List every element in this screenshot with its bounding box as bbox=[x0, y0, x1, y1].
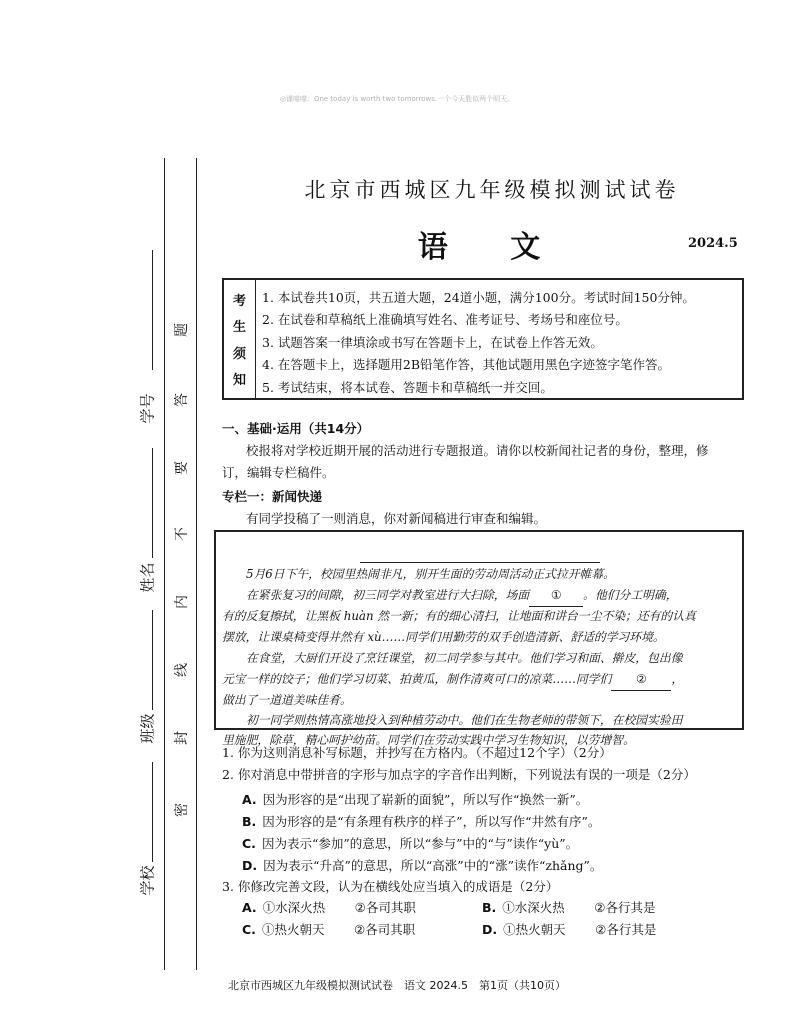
news-line: 做出了一道道美味佳肴。 bbox=[222, 693, 352, 707]
student-id-label: 学号 bbox=[138, 393, 157, 424]
binding-line-outer bbox=[164, 158, 165, 970]
news-title-blank bbox=[360, 562, 600, 563]
watermark: ◎谨喵喵：One today is worth two tomorrows.一个今天胜似两个明天。 bbox=[279, 95, 515, 103]
q3-option-b: B. ①水深火热 ②各行其是 bbox=[482, 900, 656, 915]
q3-option-d: D. ①热火朝天 ②各行其是 bbox=[482, 922, 657, 937]
page-footer: 北京市西城区九年级模拟测试试卷 语文 2024.5 第1页（共10页） bbox=[228, 979, 566, 992]
question-2: 2. 你对消息中带拼音的字形与加点字的字音作出判断，下列说法有误的一项是（2分） bbox=[222, 767, 696, 782]
q3-option-a: A. ①水深火热 ②各司其职 bbox=[242, 900, 416, 915]
seal-char: 题 bbox=[174, 323, 190, 337]
news-text: ， bbox=[671, 672, 684, 686]
news-text: 元宝一样的饺子；他们学习切菜、拍黄瓜，制作清爽可口的凉菜……同学们 bbox=[222, 672, 612, 686]
news-text: 在紧张复习的间隙，初三同学对教室进行大扫除，场面 bbox=[246, 588, 530, 602]
q2-option-c: C. 因为表示“参加”的意思，所以“参与”中的“与”读作“yù”。 bbox=[242, 836, 579, 851]
class-label: 班级 bbox=[138, 713, 157, 744]
seal-char: 答 bbox=[174, 393, 190, 407]
seal-char: 线 bbox=[174, 663, 190, 677]
name-label: 姓名 bbox=[138, 562, 157, 593]
seal-char: 不 bbox=[174, 527, 190, 541]
name-blank bbox=[152, 448, 153, 558]
news-line: 在食堂，大厨们开设了烹饪课堂，初二同学参与其中。他们学习和面、擀皮，包出像 bbox=[246, 651, 683, 665]
news-line: 初一同学则热情高涨地投入到种植劳动中。他们在生物老师的带领下，在校园实验田 bbox=[246, 713, 683, 727]
notice-item: 3. 试题答案一律填涂或书写在答题卡上，在试卷上作答无效。 bbox=[262, 334, 603, 350]
seal-char: 要 bbox=[174, 461, 190, 475]
notice-label-char: 须 bbox=[232, 346, 246, 362]
exam-date: 2024.5 bbox=[688, 236, 738, 251]
notice-list bbox=[256, 280, 742, 398]
q3-option-c: C. ①热火朝天 ②各司其职 bbox=[242, 922, 416, 937]
school-label: 学校 bbox=[138, 865, 157, 896]
notice-label-char: 知 bbox=[232, 373, 246, 389]
blank-1: ① bbox=[529, 585, 583, 607]
news-line: 5月6日下午，校园里热闹非凡，别开生面的劳动周活动正式拉开帷幕。 bbox=[246, 567, 615, 581]
exam-notice-box bbox=[222, 278, 744, 400]
exam-title: 北京市西城区九年级模拟测试试卷 bbox=[304, 178, 680, 202]
question-3: 3. 你修改完善文段，认为在横线处应当填入的成语是（2分） bbox=[222, 879, 559, 894]
news-line: 有的反复擦拭，让黑板 huàn 然一新；有的细心清扫，让地面和讲台一尘不染；还有的认真 bbox=[222, 609, 696, 623]
seal-char: 密 bbox=[174, 803, 190, 817]
binding-line-inner bbox=[196, 158, 197, 970]
news-line bbox=[222, 669, 738, 691]
column-heading: 专栏一：新闻快递 bbox=[222, 489, 323, 504]
notice-item: 2. 在试卷和草稿纸上准确填写姓名、准考证号、考场号和座位号。 bbox=[262, 312, 628, 328]
news-line: 里施肥，除草，精心呵护幼苗。同学们在劳动实践中学习生物知识，以劳增智。 bbox=[222, 733, 635, 747]
notice-item: 4. 在答题卡上，选择题用2B铅笔作答，其他试题用黑色字迹签字笔作答。 bbox=[262, 357, 671, 373]
seal-char: 内 bbox=[174, 595, 190, 609]
student-id-blank bbox=[152, 250, 153, 370]
column-intro: 有同学投稿了一则消息，你对新闻稿进行审查和编辑。 bbox=[246, 511, 547, 526]
blank-2: ② bbox=[611, 669, 671, 691]
section-heading: 一、基础·运用（共14分） bbox=[222, 421, 370, 436]
notice-label-char: 生 bbox=[232, 320, 246, 336]
notice-label-char: 考 bbox=[232, 293, 246, 309]
section-intro: 校报将对学校近期开展的活动进行专题报道。请你以校新闻社记者的身份，整理，修 bbox=[246, 443, 709, 458]
question-1: 1. 你为这则消息补写标题，并抄写在方格内。（不超过12个字）（2分） bbox=[222, 745, 612, 760]
notice-label bbox=[224, 280, 256, 398]
q2-option-d: D. 因为表示“升高”的意思，所以“高涨”中的“涨”读作“zhǎng”。 bbox=[242, 858, 603, 873]
news-draft-box bbox=[214, 530, 744, 747]
notice-item: 5. 考试结束，将本试卷、答题卡和草稿纸一并交回。 bbox=[262, 379, 553, 395]
notice-item: 1. 本试卷共10页，共五道大题，24道小题，满分100分。考试时间150分钟。 bbox=[262, 290, 695, 305]
news-line: 摆放，让课桌椅变得井然有 xù……同学们用勤劳的双手创造清新、舒适的学习环境。 bbox=[222, 630, 665, 644]
subject-title: 语 文 bbox=[417, 230, 567, 265]
news-text: 。他们分工明确， bbox=[583, 588, 678, 602]
news-line bbox=[222, 585, 738, 607]
class-blank bbox=[152, 610, 153, 710]
school-blank bbox=[152, 762, 153, 862]
q2-option-b: B. 因为形容的是“有条理有秩序的样子”，所以写作“井然有序”。 bbox=[242, 814, 601, 829]
seal-char: 封 bbox=[174, 731, 190, 745]
section-intro-cont: 订，编辑专栏稿件。 bbox=[222, 465, 335, 480]
q2-option-a: A. 因为形容的是“出现了崭新的面貌”，所以写作“换然一新”。 bbox=[242, 792, 589, 807]
